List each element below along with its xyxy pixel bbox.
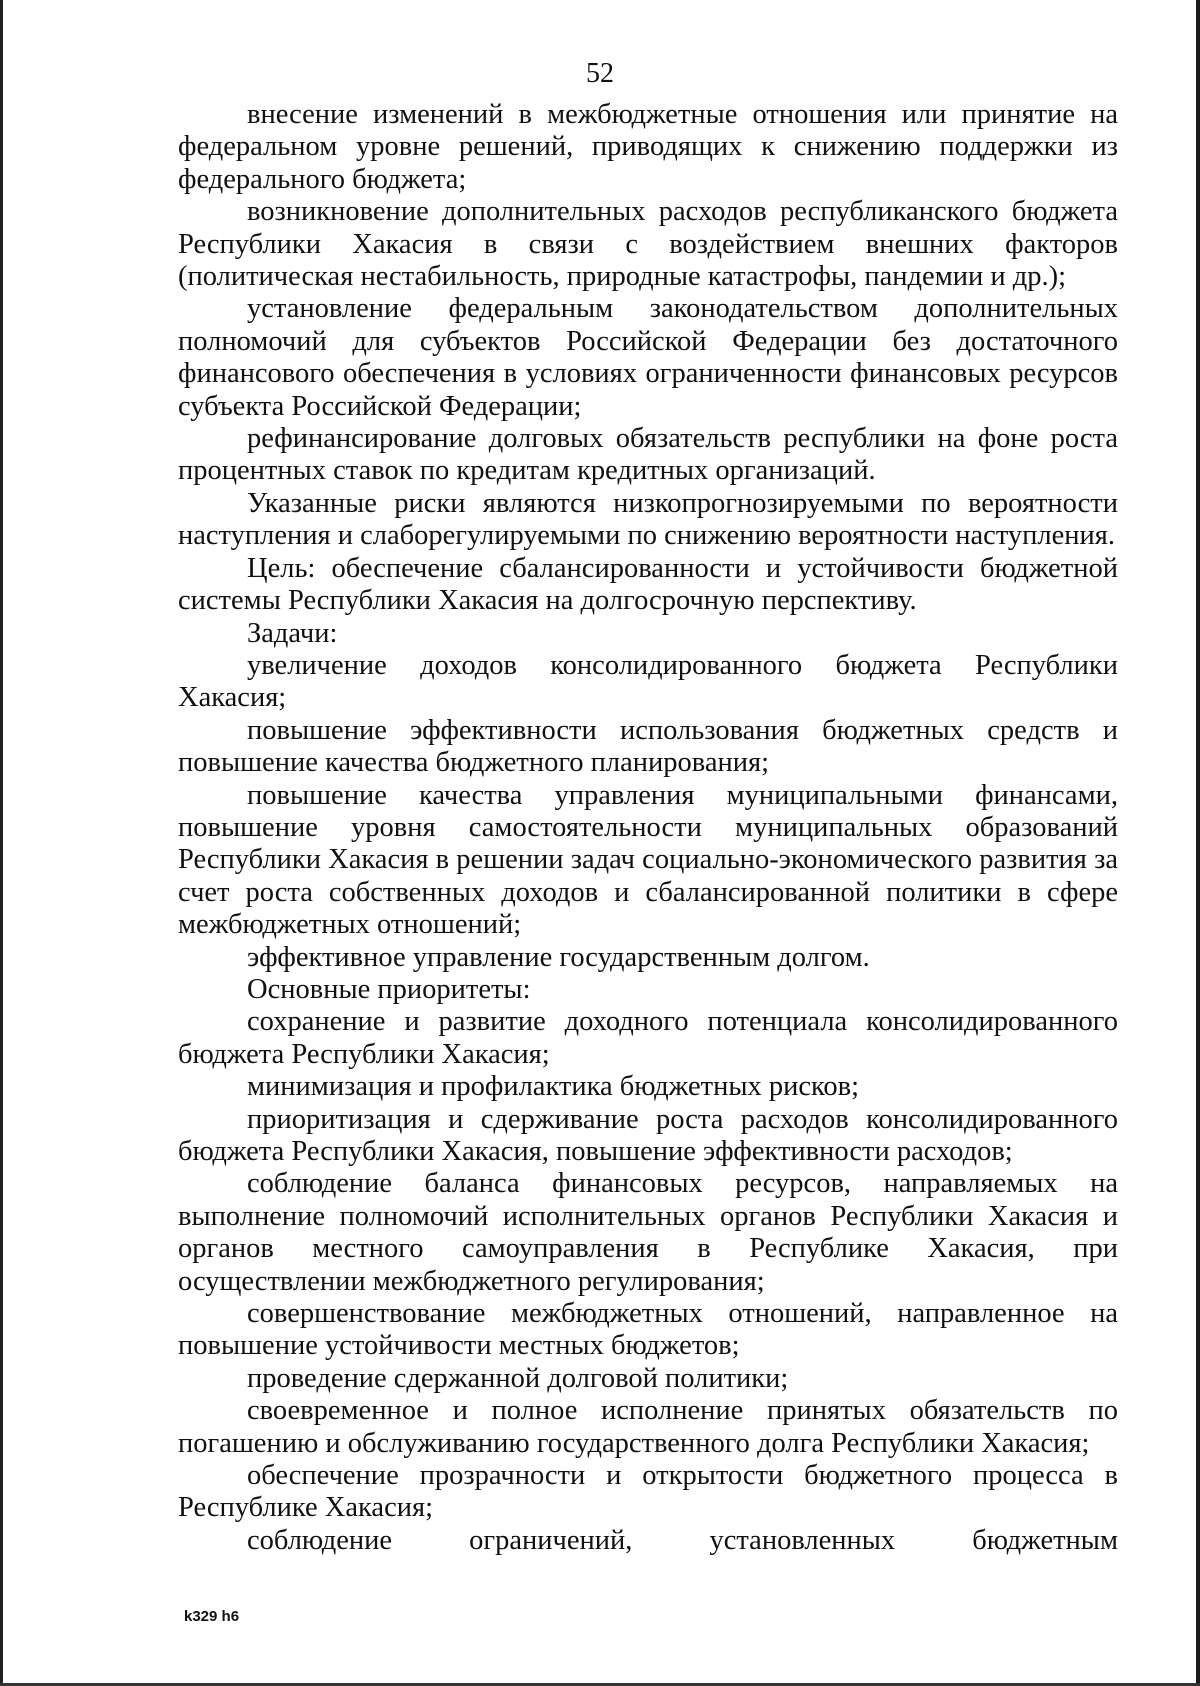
paragraph: обеспечение прозрачности и открытости бюджетного процесса в Республике Хакасия;	[178, 1460, 1118, 1524]
paragraph: Цель: обеспечение сбалансированности и устойчивости бюджетной системы Республики Хакасия на долгосрочную перспективу.	[178, 552, 1118, 617]
paragraph: увеличение доходов консолидированного бюджета Республики Хакасия;	[178, 649, 1118, 714]
paragraph: эффективное управление государственным долгом.	[247, 941, 870, 973]
paragraph: установление федеральным законодательством дополнительных полномочий для субъектов Российской Федерации без достаточного финансового обеспечения в условиях ограниченности финансовых ресурсов субъекта Российской Федерации;	[178, 293, 1118, 422]
document-body	[178, 99, 1118, 1557]
paragraph: соблюдение баланса финансовых ресурсов, направляемых на выполнение полномочий исполнительных органов Республики Хакасия и органов местного самоуправления в Республике Хакасия, при осуществлении межбюджетного регулирования;	[178, 1168, 1118, 1297]
page-number: 52	[586, 58, 614, 89]
paragraph: повышение качества управления муниципальными финансами, повышение уровня самостоятельности муниципальных образований Республики Хакасия в решении задач социально-экономического развития за счет роста собственных доходов и сбалансированной политики в сфере межбюджетных отношений;	[178, 779, 1118, 941]
paragraph: соблюдение ограничений, установленных бюджетным	[247, 1524, 1118, 1556]
paragraph: своевременное и полное исполнение принятых обязательств по погашению и обслуживанию государственного долга Республики Хакасия;	[178, 1395, 1118, 1459]
paragraph: внесение изменений в межбюджетные отношения или принятие на федеральном уровне решений, приводящих к снижению поддержки из федерального бюджета;	[178, 99, 1118, 195]
paragraph: приоритизация и сдерживание роста расходов консолидированного бюджета Республики Хакасия, повышение эффективности расходов;	[178, 1103, 1118, 1167]
paragraph: Задачи:	[247, 617, 338, 649]
paragraph: минимизация и профилактика бюджетных рисков;	[247, 1071, 860, 1103]
paragraph: сохранение и развитие доходного потенциала консолидированного бюджета Республики Хакасия;	[178, 1006, 1118, 1070]
paragraph: рефинансирование долговых обязательств республики на фоне роста процентных ставок по кредитам кредитных организаций.	[178, 423, 1118, 487]
paragraph: повышение эффективности использования бюджетных средств и повышение качества бюджетного планирования;	[178, 714, 1118, 779]
paragraph: проведение сдержанной долговой политики;	[247, 1362, 789, 1394]
scan-edge-left	[0, 0, 3, 1686]
paragraph: Основные приоритеты:	[247, 973, 531, 1005]
scan-edge-right	[1196, 0, 1200, 1686]
paragraph: возникновение дополнительных расходов республиканского бюджета Республики Хакасия в связи с воздействием внешних факторов (политическая нестабильность, природные катастрофы, пандемии и др.);	[178, 196, 1118, 293]
footer-code: k329 h6	[184, 1608, 240, 1625]
paragraph: Указанные риски являются низкопрогнозируемыми по вероятности наступления и слаборегулируемыми по снижению вероятности наступления.	[178, 487, 1118, 552]
paragraph: совершенствование межбюджетных отношений, направленное на повышение устойчивости местных бюджетов;	[178, 1298, 1118, 1362]
